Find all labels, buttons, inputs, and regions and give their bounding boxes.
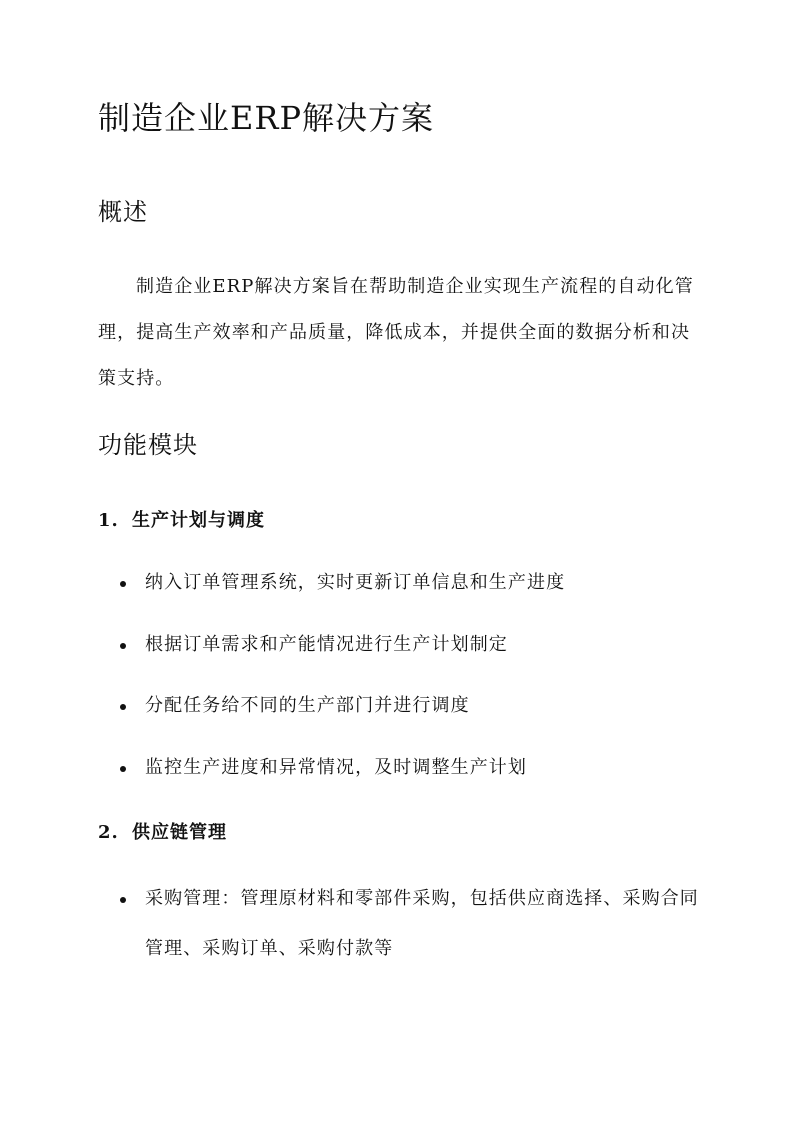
subsection-title: 生产计划与调度 [132,510,265,531]
list-item-text: 纳入订单管理系统，实时更新订单信息和生产进度 [145,572,566,593]
bullet-icon [120,704,126,710]
subsection-number: 2. [98,822,119,843]
list-item [120,558,700,608]
list-item [120,620,700,670]
list-item [120,743,700,793]
document-title: 制造企业ERP解决方案 [98,99,434,137]
list-item [120,874,700,974]
bullet-icon [120,766,126,772]
overview-heading: 概述 [98,198,148,226]
subsection-number: 1. [98,510,119,531]
list-item [120,681,700,731]
bullet-icon [120,643,126,649]
overview-paragraph: 制造企业ERP解决方案旨在帮助制造企业实现生产流程的自动化管理，提高生产效率和产品质量，降低成本，并提供全面的数据分析和决策支持。 [98,276,694,389]
modules-heading: 功能模块 [98,431,198,459]
list-item-text: 采购管理：管理原材料和零部件采购，包括供应商选择、采购合同管理、采购订单、采购付款等 [145,888,699,959]
list-item-text: 监控生产进度和异常情况，及时调整生产计划 [145,757,527,778]
bullet-icon [120,581,126,587]
list-item-text: 分配任务给不同的生产部门并进行调度 [145,695,470,716]
subsection-heading-supply-chain [98,819,227,847]
list-item-text: 根据订单需求和产能情况进行生产计划制定 [145,634,508,655]
subsection-heading-production [98,507,265,535]
subsection-title: 供应链管理 [132,822,227,843]
bullet-icon [120,897,126,903]
